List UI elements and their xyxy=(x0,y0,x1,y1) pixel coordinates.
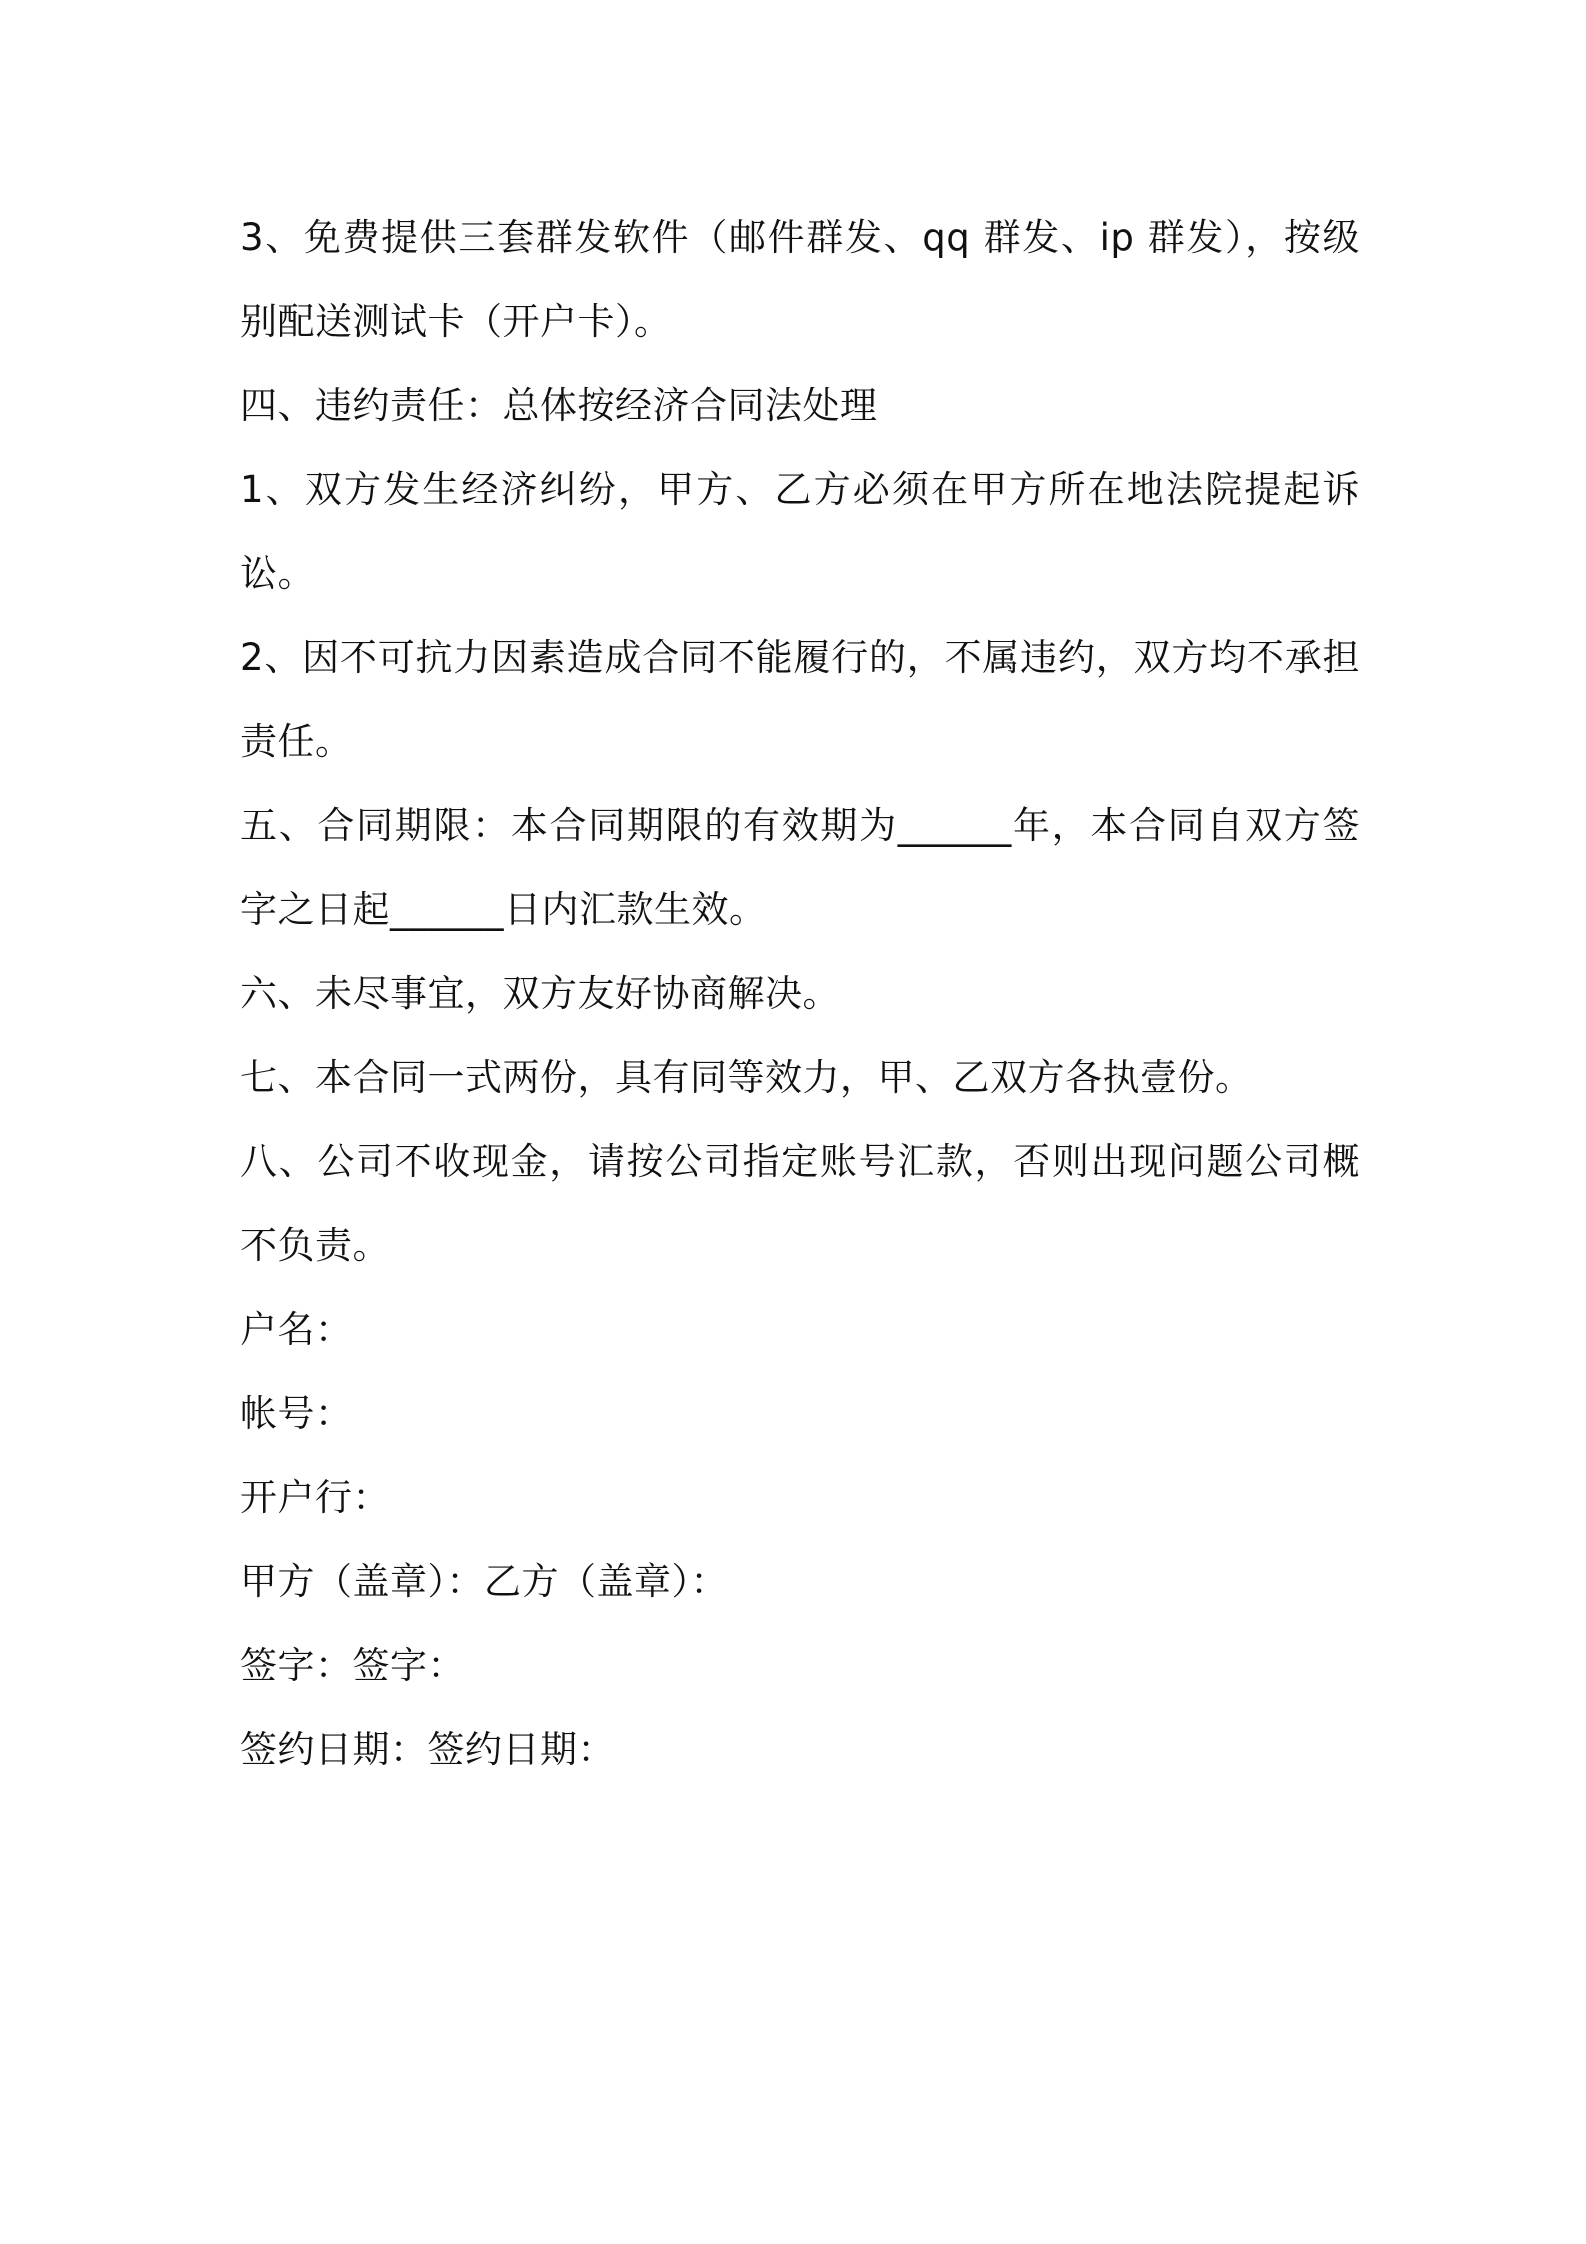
section-8-payment: 八、公司不收现金，请按公司指定账号汇款，否则出现问题公司概不负责。 xyxy=(240,1140,1360,1267)
section-4-liability-heading: 四、违约责任：总体按经济合同法处理 xyxy=(240,384,878,427)
account-number-field: 帐号： xyxy=(240,1392,353,1435)
document-body xyxy=(240,196,1360,1792)
clause-3-software: 3、免费提供三套群发软件（邮件群发、qq 群发、ip 群发），按级别配送测试卡（开户卡）。 xyxy=(240,216,1360,343)
section-5-contract-term: 五、合同期限：本合同期限的有效期为______年，本合同自双方签字之日起______日内汇款生效。 xyxy=(240,804,1360,931)
section-7-copies: 七、本合同一式两份，具有同等效力，甲、乙双方各执壹份。 xyxy=(240,1056,1253,1099)
section-6-other-matters: 六、未尽事宜，双方友好协商解决。 xyxy=(240,972,840,1015)
seal-line: 甲方（盖章）：乙方（盖章）： xyxy=(240,1560,728,1603)
account-name-field: 户名： xyxy=(240,1308,353,1351)
clause-2-force-majeure: 2、因不可抗力因素造成合同不能履行的，不属违约，双方均不承担责任。 xyxy=(240,636,1360,763)
bank-field: 开户行： xyxy=(240,1476,390,1519)
signing-date-line: 签约日期：签约日期： xyxy=(240,1728,615,1771)
signature-line: 签字：签字： xyxy=(240,1644,465,1687)
clause-1-disputes: 1、双方发生经济纠纷，甲方、乙方必须在甲方所在地法院提起诉讼。 xyxy=(240,468,1360,595)
